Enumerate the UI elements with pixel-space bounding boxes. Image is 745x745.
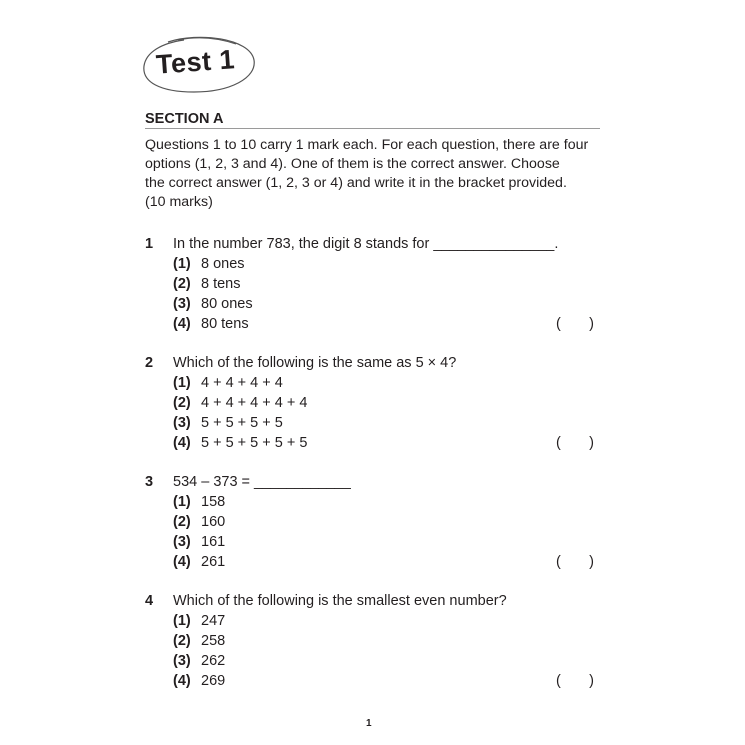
section-heading: SECTION A [145,111,600,129]
option-label: (1) [173,613,191,629]
option-label: (3) [173,653,191,669]
option-text: 5 + 5 + 5 + 5 [201,415,283,431]
option-text: 258 [201,633,226,649]
question-stem: In the number 783, the digit 8 stands for _______________. [173,236,559,252]
option-label: (1) [173,375,191,391]
question-2 [145,353,600,453]
answer-bracket[interactable] [556,433,594,453]
bracket-close: ) [589,435,594,451]
instruction-line: the correct answer (1, 2, 3 or 4) and write it in the bracket provided. [145,175,567,191]
option-text: 160 [201,514,226,530]
page-number: 1 [366,718,372,729]
option-label: (1) [173,494,191,510]
bracket-close: ) [589,316,594,332]
instruction-line: Questions 1 to 10 carry 1 mark each. For each question, there are four [145,137,589,153]
option-text: 4 + 4 + 4 + 4 [201,375,283,391]
test-title-badge [138,34,258,96]
option-label: (2) [173,514,191,530]
option-label: (3) [173,296,191,312]
question-stem: Which of the following is the smallest even number? [173,593,507,609]
question-number: 3 [145,474,154,490]
option-label: (1) [173,256,191,272]
option-text: 80 tens [201,316,249,332]
option-text: 161 [201,534,226,550]
answer-bracket[interactable] [556,671,594,691]
bracket-open: ( [556,316,561,332]
option-text: 4 + 4 + 4 + 4 + 4 [201,395,308,411]
bracket-open: ( [556,435,561,451]
question-number: 1 [145,236,154,252]
option-label: (4) [173,554,191,570]
option-text: 247 [201,613,226,629]
instructions [145,136,615,212]
instruction-line: (10 marks) [145,194,213,210]
bracket-open: ( [556,554,561,570]
answer-bracket[interactable] [556,314,594,334]
option-label: (2) [173,276,191,292]
question-number: 2 [145,355,154,371]
option-text: 262 [201,653,226,669]
option-label: (4) [173,316,191,332]
question-number: 4 [145,593,154,609]
option-text: 8 tens [201,276,241,292]
test-title: Test 1 [155,44,236,80]
instruction-line: options (1, 2, 3 and 4). One of them is the correct answer. Choose [145,156,560,172]
option-label: (4) [173,673,191,689]
question-4 [145,591,600,691]
option-text: 269 [201,673,226,689]
bracket-close: ) [589,673,594,689]
option-text: 261 [201,554,226,570]
option-text: 80 ones [201,296,253,312]
question-stem: 534 – 373 = ____________ [173,474,351,490]
option-label: (4) [173,435,191,451]
question-1 [145,234,600,334]
bracket-close: ) [589,554,594,570]
option-label: (2) [173,633,191,649]
question-stem: Which of the following is the same as 5 × 4? [173,355,457,371]
question-3 [145,472,600,572]
option-label: (3) [173,415,191,431]
option-text: 158 [201,494,226,510]
bracket-open: ( [556,673,561,689]
option-label: (2) [173,395,191,411]
option-label: (3) [173,534,191,550]
answer-bracket[interactable] [556,552,594,572]
option-text: 8 ones [201,256,245,272]
option-text: 5 + 5 + 5 + 5 + 5 [201,435,308,451]
